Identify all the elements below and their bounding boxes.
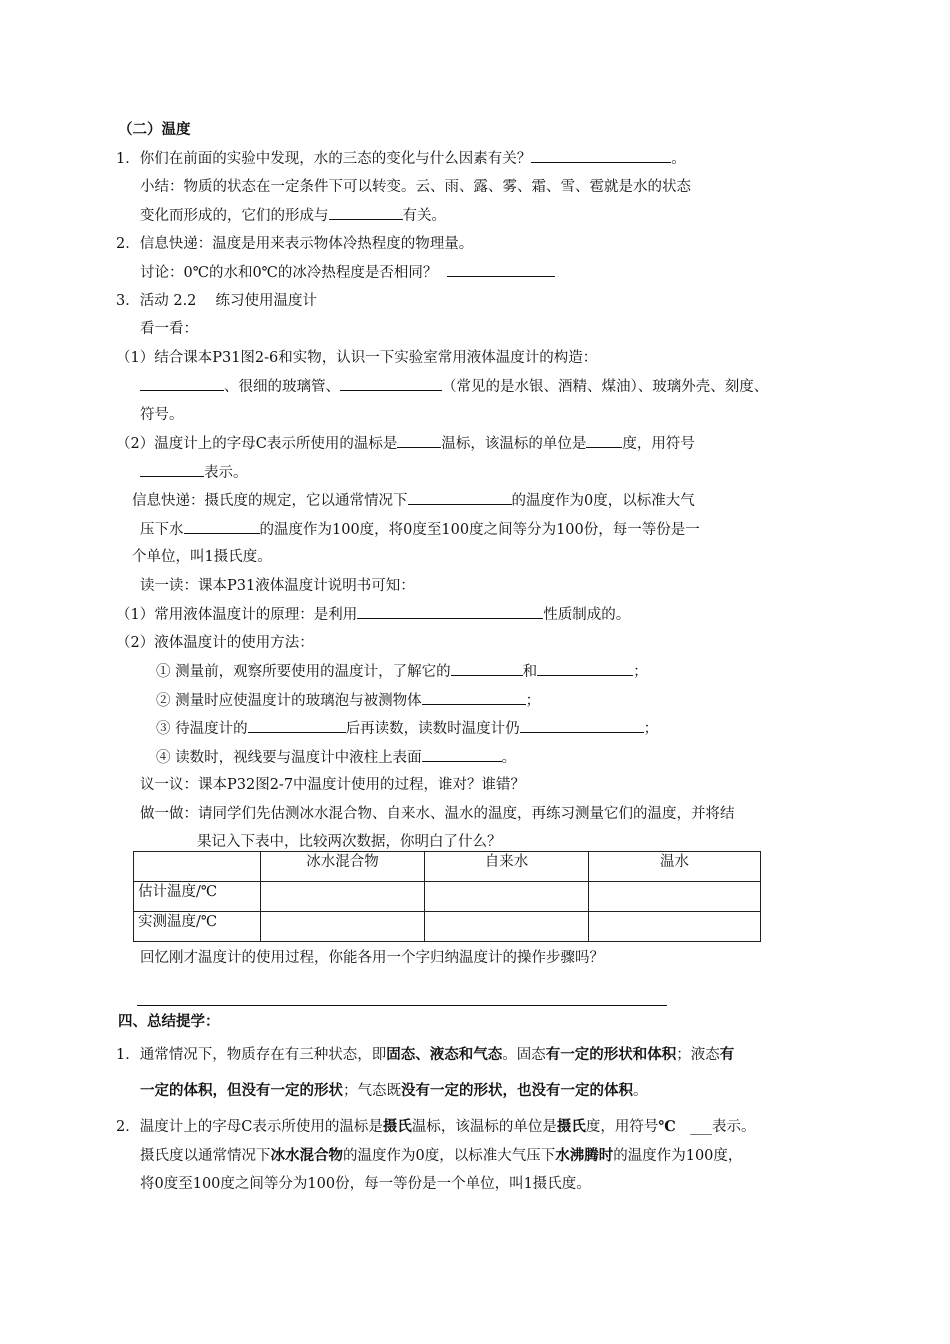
blank[interactable] — [329, 205, 403, 220]
bold-answer: 摄氏 — [382, 1118, 412, 1135]
bold-answer: 冰水混合物 — [270, 1147, 343, 1164]
look-item-2-end: 表示。 — [140, 462, 248, 483]
info-line-2: 压下水 的温度作为100度，将0度至100度之间等分为100份，每一等份是一 — [140, 519, 700, 540]
blank[interactable] — [451, 661, 523, 676]
blank[interactable] — [520, 718, 644, 733]
table-header-cell: 冰水混合物 — [261, 852, 425, 882]
table-cell[interactable] — [589, 882, 761, 912]
step-3: ③ 待温度计的 后再读数，读数时温度计仍 ； — [156, 718, 658, 739]
blank[interactable] — [422, 747, 502, 762]
blank[interactable] — [340, 376, 442, 391]
read-heading: 读一读：课本P31液体温度计说明书可知： — [140, 578, 415, 594]
discussion: 讨论：0℃的水和0℃的冰冷热程度是否相同？ — [140, 262, 555, 283]
table-header-row — [134, 852, 761, 882]
table-cell[interactable] — [589, 912, 761, 942]
step-1: ① 测量前，观察所要使用的温度计，了解它的 和 ； — [156, 661, 648, 682]
blank[interactable] — [248, 718, 346, 733]
blank[interactable] — [408, 490, 512, 505]
summary-para-1-cont — [140, 1081, 648, 1101]
table-header-cell: 自来水 — [425, 852, 589, 882]
read-item-2: （2）液体温度计的使用方法： — [116, 635, 314, 651]
summary-para-2-end — [140, 1174, 591, 1194]
summary-para-1 — [116, 1045, 734, 1065]
table-cell[interactable] — [425, 882, 589, 912]
look-item-1: （1）结合课本P31图2-6和实物，认识一下实验室常用液体温度计的构造： — [116, 350, 598, 366]
bold-answer: 没有一定的形状，也没有一定的体积 — [401, 1082, 633, 1099]
look-heading: 看一看： — [140, 321, 198, 337]
text-segment: 度，用符号 — [585, 1119, 659, 1135]
blank[interactable] — [586, 433, 622, 448]
bold-answer: 水沸腾时 — [555, 1147, 614, 1164]
question-number: 1． — [116, 151, 140, 167]
table-header-cell: 温水 — [589, 852, 761, 882]
table-cell[interactable] — [261, 882, 425, 912]
text-segment: 2．温度计上的字母C表示所使用的温标是 — [116, 1119, 383, 1135]
question-2: 2．信息快递：温度是用来表示物体冷热程度的物理量。 — [116, 236, 474, 252]
recall-question: 回忆刚才温度计的使用过程，你能各用一个字归纳温度计的操作步骤吗？ — [140, 950, 604, 966]
bold-answer: ℃ — [658, 1118, 676, 1135]
table-row — [134, 912, 761, 942]
table-cell[interactable] — [425, 912, 589, 942]
text-segment: 1．通常情况下，物质存在有三种状态，即 — [116, 1047, 387, 1063]
blank[interactable] — [397, 433, 441, 448]
text-segment: 温标，该温标的单位是 — [411, 1119, 557, 1135]
summary-heading: 四、总结提学： — [118, 1013, 220, 1030]
summary-para-2-cont — [140, 1146, 742, 1166]
answer-line[interactable] — [137, 1005, 667, 1006]
read-item-1: （1）常用液体温度计的原理：是利用 性质制成的。 — [116, 604, 630, 625]
question-1: 1．你们在前面的实验中发现，水的三态的变化与什么因素有关？ 。 — [116, 148, 686, 169]
text-segment: 将0度至100度之间等分为100份，每一等份是一个单位，叫1摄氏度。 — [140, 1176, 591, 1192]
look-item-1-end: 符号。 — [140, 407, 184, 423]
text-segment: ___表示。 — [675, 1119, 756, 1135]
question-3: 3．活动 2.2 练习使用温度计 — [116, 293, 318, 309]
bold-answer: 摄氏 — [556, 1118, 586, 1135]
summary-para-2 — [116, 1117, 755, 1137]
summary-line-1: 小结：物质的状态在一定条件下可以转变。云、雨、露、雾、霜、雪、雹就是水的状态 — [140, 179, 691, 195]
blank[interactable] — [140, 376, 224, 391]
text-segment: 摄氏度以通常情况下 — [140, 1148, 271, 1164]
table-cell[interactable] — [261, 912, 425, 942]
section-heading: （二）温度 — [118, 121, 191, 138]
question-text: 你们在前面的实验中发现，水的三态的变化与什么因素有关？ — [139, 151, 532, 167]
info-line-1: 信息快递：摄氏度的规定，它以通常情况下 的温度作为0度，以标准大气 — [132, 490, 695, 511]
table-header-cell — [134, 852, 261, 882]
text-segment: ；液态 — [676, 1047, 720, 1063]
do-line-2: 果记入下表中，比较两次数据，你明白了什么？ — [197, 834, 502, 850]
summary-line-2: 变化而形成的，它们的形成与 有关。 — [140, 205, 446, 226]
blank[interactable] — [357, 604, 543, 619]
text-segment: 。固态 — [502, 1047, 546, 1063]
look-item-1-detail: 、很细的玻璃管、 （常见的是水银、酒精、煤油）、玻璃外壳、刻度、 — [140, 376, 768, 397]
bold-answer: 固态、液态和气态 — [386, 1046, 503, 1063]
blank[interactable] — [184, 519, 260, 534]
do-line-1: 做一做：请同学们先估测冰水混合物、自来水、温水的温度，再练习测量它们的温度，并将结 — [140, 806, 735, 822]
step-4: ④ 读数时，视线要与温度计中液柱上表面 。 — [156, 747, 516, 768]
bold-answer: 有 — [719, 1046, 735, 1063]
table-row — [134, 882, 761, 912]
discuss-2: 议一议：课本P32图2-7中温度计使用的过程，谁对？谁错？ — [140, 777, 526, 793]
blank[interactable] — [537, 661, 633, 676]
blank[interactable] — [447, 262, 555, 277]
bold-answer: 有一定的形状和体积 — [545, 1046, 677, 1063]
text-segment: 。 — [633, 1083, 648, 1099]
estimate-table — [133, 851, 761, 942]
look-item-2: （2）温度计上的字母C表示所使用的温标是 温标，该温标的单位是 度，用符号 — [116, 433, 695, 454]
text-segment: ；气态既 — [343, 1083, 401, 1099]
info-line-3: 个单位，叫1摄氏度。 — [132, 549, 272, 565]
blank[interactable] — [140, 462, 204, 477]
blank[interactable] — [531, 148, 671, 163]
blank[interactable] — [422, 690, 526, 705]
row-label: 估计温度/℃ — [134, 882, 261, 912]
bold-answer: 一定的体积，但没有一定的形状 — [140, 1082, 343, 1099]
step-2: ② 测量时应使温度计的玻璃泡与被测物体 ； — [156, 690, 540, 711]
text-segment: 的温度作为0度，以标准大气压下 — [343, 1148, 556, 1164]
row-label: 实测温度/℃ — [134, 912, 261, 942]
text-segment: 的温度作为100度， — [613, 1148, 743, 1164]
